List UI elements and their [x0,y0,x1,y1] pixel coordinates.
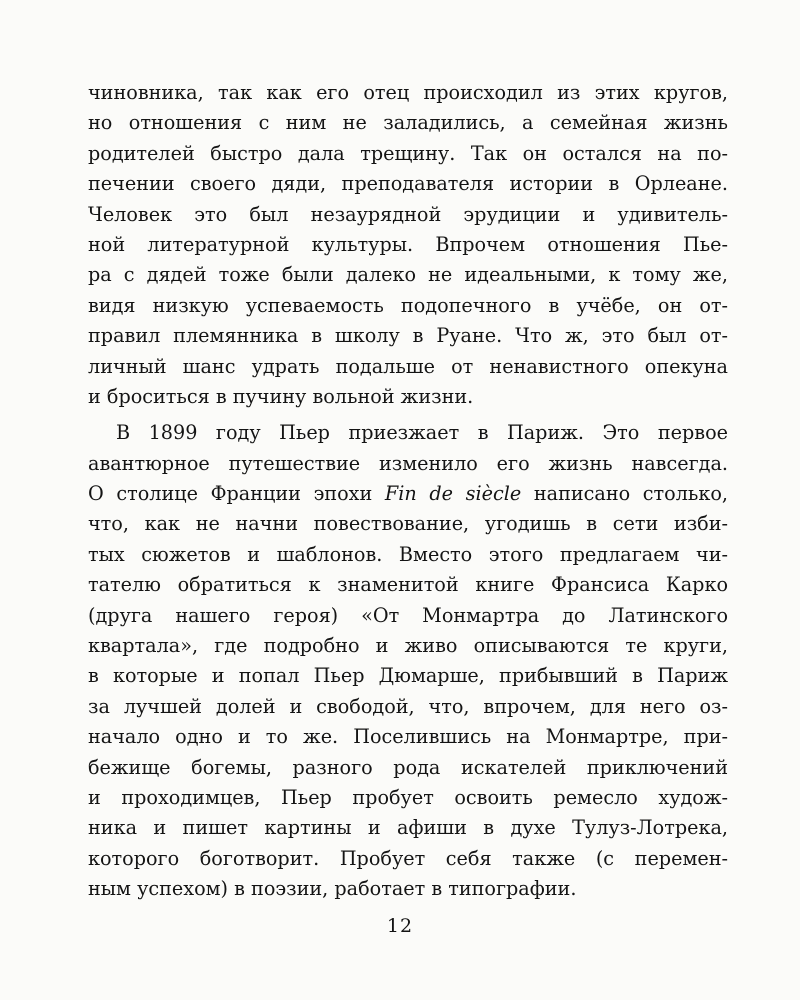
text-line: ника и пишет картины и афиши в духе Тулуз-Лотрека, [88,816,728,840]
text-line: В 1899 году Пьер приезжает в Париж. Это первое [116,421,728,445]
text-line: в которые и попал Пьер Дюмарше, прибывший в Париж [88,664,728,688]
text-line: и проходимцев, Пьер пробует освоить ремесло худож- [88,785,728,809]
text-fragment: О столице Франции эпохи [88,482,385,506]
italic-phrase: Fin de siècle [384,482,522,506]
text-line: (друга нашего героя) «От Монмартра до Латинского [88,603,728,627]
paragraph-2 [88,418,728,904]
text-line: чиновника, так как его отец происходил из этих кругов, [88,81,728,104]
text-line-with-italic [88,479,728,509]
text-line: которого боготворит. Пробует себя также (с перемен- [88,846,728,870]
text-line: начало одно и то же. Поселившись на Монмартре, при- [88,725,728,749]
text-line: ной литературной культуры. Впрочем отношения Пье- [88,232,728,256]
paragraph-1 [88,78,728,412]
text-line: Человек это был незаурядной эрудиции и удивитель- [88,202,728,226]
text-line: правил племянника в школу в Руане. Что ж, это был от- [88,324,728,348]
text-line: бежище богемы, разного рода искателей приключений [88,755,728,779]
text-line: личный шанс удрать подальше от ненавистного опекуна [88,354,728,378]
text-line: но отношения с ним не заладились, а семейная жизнь [88,111,728,135]
text-line: ным успехом) в поэзии, работает в типографии. [88,877,577,901]
book-page-text [88,78,728,905]
text-fragment: написано столько, [521,482,728,506]
text-line: квартала», где подробно и живо описываются те круги, [88,634,728,658]
text-line: видя низкую успеваемость подопечного в учёбе, он от- [88,293,728,317]
text-line: и броситься в пучину вольной жизни. [88,384,474,408]
text-line: печении своего дяди, преподавателя истории в Орлеане. [88,172,728,196]
text-line: что, как не начни повествование, угодишь в сети изби- [88,512,728,536]
text-line: тых сюжетов и шаблонов. Вместо этого предлагаем чи- [88,542,728,566]
text-line: авантюрное путешествие изменило его жизнь навсегда. [88,451,728,475]
text-line: за лучшей долей и свободой, что, впрочем, для него оз- [88,694,728,718]
text-line: родителей быстро дала трещину. Так он остался на по- [88,141,728,165]
page-number: 12 [386,915,414,937]
text-line: ра с дядей тоже были далеко не идеальными, к тому же, [88,263,728,287]
text-line: тателю обратиться к знаменитой книге Франсиса Карко [88,573,728,597]
